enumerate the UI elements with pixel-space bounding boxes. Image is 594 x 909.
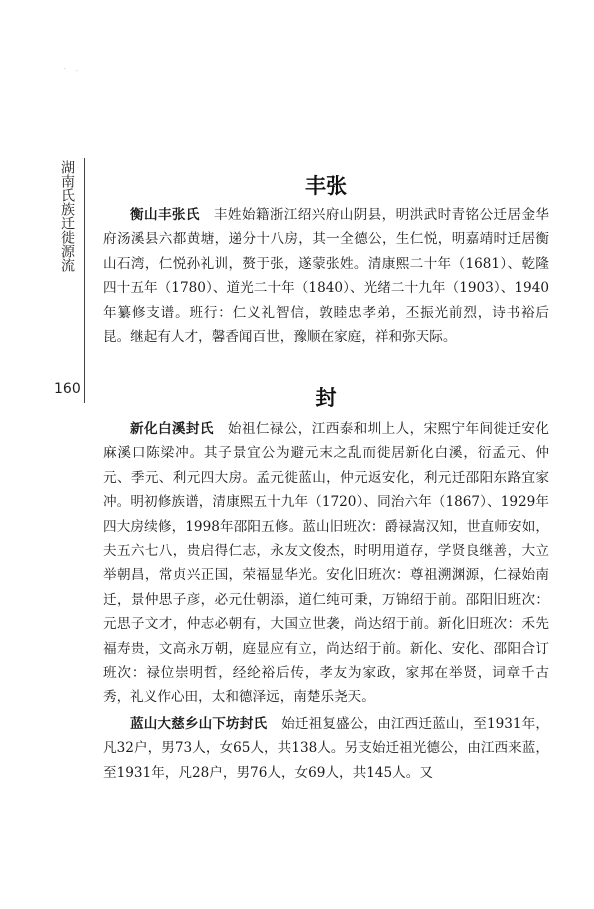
entry-lead: 蓝山大慈乡山下坊封氏: [130, 716, 268, 732]
entry-text: 始祖仁禄公，江西泰和圳上人，宋熙宁年间徙迁安化麻溪口陈梁冲。其子景宜公为避元末之乱而徙居新化白溪，衍孟元、仲元、季元、利元四大房。孟元徙蓝山，仲元返安化，利元迁邵阳东路宜家冲。明初修族谱，清康熙五十九年（1720）、同治六年（1867）、1929年四大房续修，1998年邵阳五修。蓝山旧班次：爵禄嵩汉知，世直师安如，夫五六七八，贵启得仁志，永友文俊杰，时明用道存，学贤良继善，大立举朝昌，常贞兴正国，荣福显华光。安化旧班次：尊祖溯渊源，仁禄始南迁，景仲思子彦，必元仕朝添，道仁纯可秉，万锦绍于前。邵阳旧班次：元思子文才，仲志必朝有，大国立世袭，尚达绍于前。新化旧班次：禾先福寿贵，文高永万朝，庭显应有立，尚达绍于前。新化、安化、邵阳合订班次：禄位崇明哲，经纶裕后传，孝友为家政，家邦在举贤，词章千古秀，礼义作心田，太和德泽远，南楚乐尧天。: [103, 421, 550, 706]
entry-text: 丰姓始籍浙江绍兴府山阴县，明洪武时青铭公迁居金华府汤溪县六都黄塘，递分十八房，其一全德公，生仁悦，明嘉靖时迁居衡山石湾，仁悦孙礼训，赘于张，遂蒙张姓。清康熙二十年（1681）、乾隆四十五年（1780）、道光二十年（1840）、光绪二十九年（1903）、1940年纂修支谱。班行：仁义礼智信，敦睦忠孝弟，丕振光前烈，诗书裕后昆。继起有人才，馨香闻百世，豫顺在家庭，祥和弥天际。: [103, 207, 550, 346]
page-speck: ·: [76, 68, 78, 75]
entry-paragraph: [103, 203, 549, 349]
entry-text: 始迁祖复盛公，由江西迁蓝山，至1931年，凡32户，男73人，女65人，共138人。另支始迁祖光德公，由江西来蓝，至1931年，凡28户，男76人，女69人，共145人。又: [103, 716, 549, 781]
page-number: 160: [54, 381, 81, 397]
section-heading: 封: [315, 386, 337, 410]
entry-paragraph: [103, 417, 549, 710]
section-heading: 丰张: [305, 174, 347, 198]
side-rule: [84, 158, 85, 403]
entry-lead: 衡山丰张氏: [130, 207, 200, 223]
entry-lead: 新化白溪封氏: [130, 421, 214, 437]
entry-paragraph: [103, 712, 549, 785]
running-side-title: 湖南氏族迁徙源流: [59, 160, 75, 272]
page-speck: ·: [64, 66, 66, 73]
